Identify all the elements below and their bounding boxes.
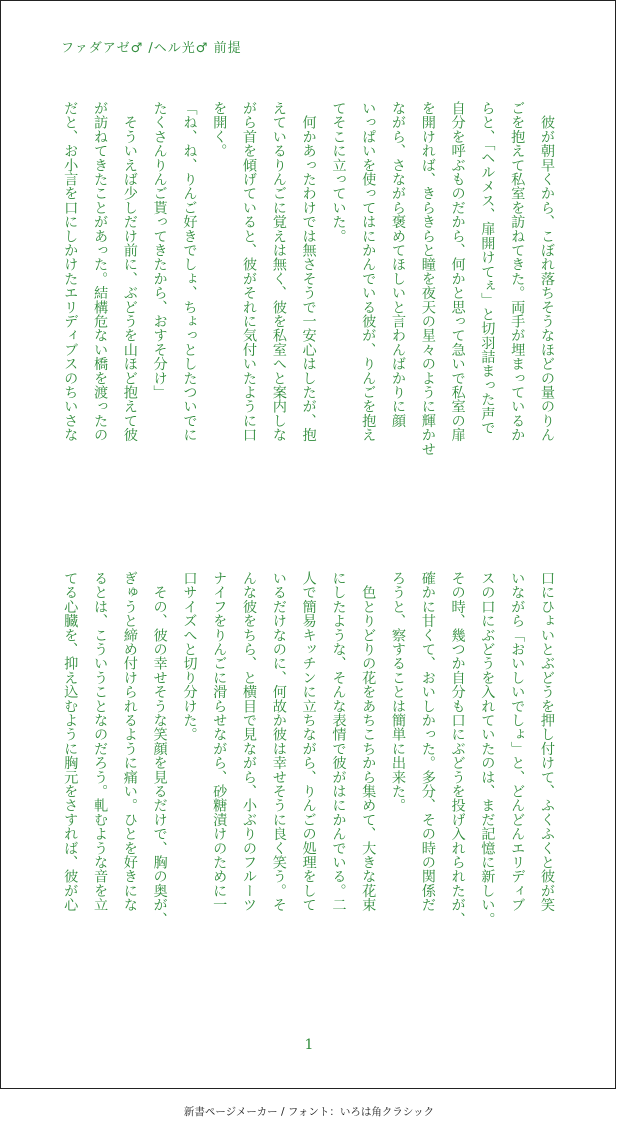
paragraph: 口にひょいとぶどうを押し付けて、ふくふくと彼が笑 いながら「おいしいでしょ」と、どんどんエリディブ スの口にぶどうを入れていたのは、まだ記憶に新しい。 その時、幾つか自分も口にぶどうを投げ入れられたが、 確かに甘くて、おいしかった。多分、その時の関係だ ろうと、察することは簡単に出来た。 — [390, 571, 555, 926]
text-block-upper — [61, 101, 561, 531]
footer-credit: 新書ページメーカー / フォント：いろは角クラシック — [183, 1106, 435, 1118]
paragraph: 彼が朝早くから、こぼれ落ちそうなほどの量のりん ごを抱えて私室を訪ねてきた。両手が埋まっているか らと、「ヘルメス、扉開けてぇ」と切羽詰まった声で 自分を呼ぶものだから、何かと思って急いで私室の扉 を開ければ、きらきらと瞳を夜天の星々のように輝かせ ながら、さながら褒めてほしいと言わんばかりに顔 いっぱいを使ってはにかんでいる彼が、りんごを抱え てそこに立っていた。 — [330, 101, 555, 456]
paragraph: 「ね、ね、りんご好きでしょ、ちょっとしたついでに たくさんりんご貰ってきたから、おすそ分け」 — [151, 101, 198, 442]
running-title: ファダアゼ♂ /ヘル光♂ 前提 — [61, 41, 242, 56]
paragraph: その、彼の幸せそうな笑顔を見るだけで、胸の奥が、 ぎゅうと締め付けられるように痛い。ひとを好きにな るとは、こういうことなのだろう。軋むような音を立 てる心臓を、抑え込むように胸元をさすれば、彼が心 — [62, 571, 168, 926]
text-block-lower — [61, 571, 561, 1001]
page-number: 1 — [304, 1037, 314, 1053]
paragraph: 色とりどりの花をあちこちから集めて、大きな花束 にしたような、そんな表情で彼がはにかんでいる。二 人で簡易キッチンに立ちながら、りんごの処理をして いるだけなのに、何故か彼は幸せそうに良く笑う。そ んな彼をちら、と横目で見ながら、小ぶりのフルーツ ナイフをりんごに滑らせながら、砂糖漬けのために一 口サイズへと切り分けた。 — [181, 571, 377, 912]
paragraph: 何かあったわけでは無さそうで一安心はしたが、抱 えているりんごに覚えは無く、彼を私室へと案内しな がら首を傾げていると、彼がそれに気付いたように口 を開く。 — [211, 101, 317, 442]
paragraph: そういえば少しだけ前に、ぶどうを山ほど抱えて彼 が訪ねてきたことがあった。結構危ない橋を渡ったの だと、お小言を口にしかけたエリディブスのちいさな — [62, 101, 138, 442]
